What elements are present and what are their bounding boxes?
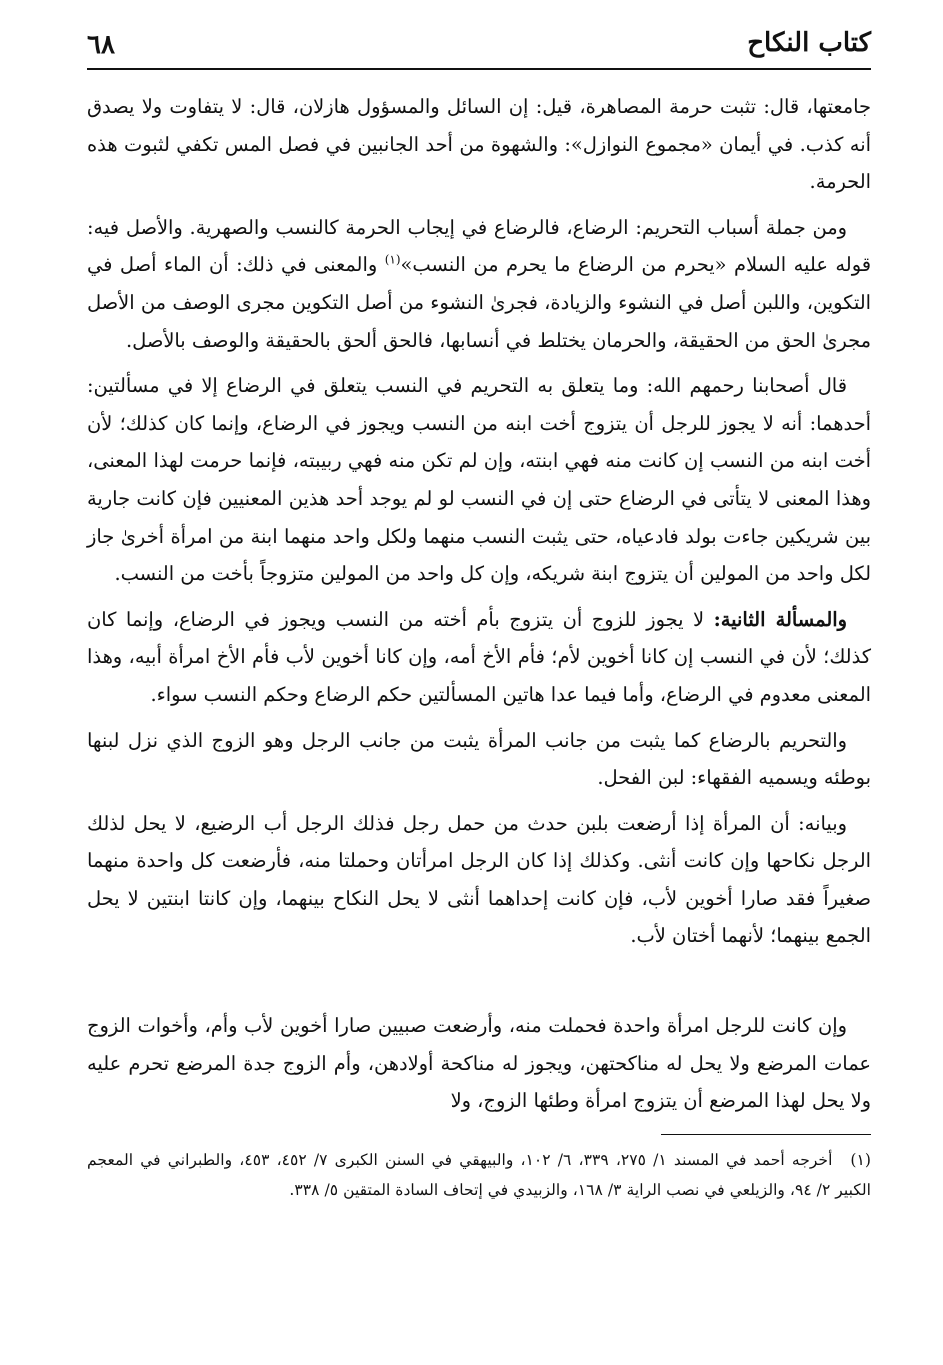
paragraph — [87, 1007, 871, 1120]
footnote — [87, 1145, 871, 1205]
paragraph — [87, 88, 871, 201]
page-header — [87, 22, 871, 70]
page-number: ٦٨ — [87, 30, 115, 60]
footnote-separator — [661, 1134, 871, 1135]
running-title: كتاب النكاح — [747, 28, 871, 58]
paragraph-text: ومن جملة أسباب التحريم: الرضاع، فالرضاع في إيجاب الحرمة كالنسب والصهرية. والأصل فيه: قوله عليه السلام «يحرم من الرضاع ما يحرم من النسب» — [87, 215, 871, 277]
paragraph-text: وبيانه: أن المرأة إذا أرضعت بلبن حدث من حمل رجل فذلك الرجل أب الرضيع، لا يحل لذلك الرجل نكاحها وإن كانت أنثى. وكذلك إذا كان الرجل امرأتان وحملتا منه، فأرضعت كل واحدة منهما صغيراً فقد صارا أخوين لأب، فإن كانت إحداهما أنثى لا يحل النكاح بينهما، وإن كانتا ابنتين لا يحل الجمع بينهما؛ لأنهما أختان لأب. — [87, 811, 871, 948]
paragraph-text: جامعتها، قال: تثبت حرمة المصاهرة، قيل: إن السائل والمسؤول هازلان، قال: لا يتفاوت ولا يصدق أنه كذب. في أيمان «مجموع النوازل»: والشهوة من أحد الجانبين في فصل المس تكفي لثبوت هذه الحرمة. — [87, 95, 871, 194]
paragraph-text: والتحريم بالرضاع كما يثبت من جانب المرأة يثبت من جانب الرجل وهو الزوج الذي نزل لبنها بوطئه ويسميه الفقهاء: لبن الفحل. — [87, 728, 871, 790]
paragraph-text: والمعنى في ذلك: أن الماء أصل في التكوين، واللبن أصل في النشوء والزيادة، فجرىٰ النشوء من أصل التكوين مجرى الوصف من الأصل مجرىٰ الحق من الحقيقة، والحرمان يختلط في أنسابها، فالحق ألحق بالحقيقة والوصف بالأصل. — [87, 253, 871, 352]
paragraph — [87, 601, 871, 714]
paragraph-text: لا يجوز للزوج أن يتزوج بأم أخته من النسب ويجوز في الرضاع، وإنما كان كذلك؛ لأن في النسب إن كانا أخوين لأم؛ فأم الأخ أمه، وإن كانا أخوين لأب فأم الأخ امرأة أبيه، وهذا المعنى معدوم في الرضاع، وأما فيما عدا هاتين المسألتين حكم الرضاع وحكم النسب سواء. — [87, 607, 871, 706]
paragraph-text: قال أصحابنا رحمهم الله: وما يتعلق به التحريم في النسب يتعلق في الرضاع إلا في مسألتين: أحدهما: أنه لا يجوز للرجل أن يتزوج أخت ابنه من النسب ويجوز في الرضاع، وإنما كان كذلك؛ لأن أخت ابنه من النسب إن كانت منه فهي ابنته، وإن لم تكن منه فهي ربيبته، فإنما حرمت لهذا المعنى، وهذا المعنى لا يتأتى في الرضاع حتى إن في النسب لو لم يوجد أحد هذين المعنيين فإن كانت جارية بين شريكين جاءت بولد فادعياه، حتى يثبت النسب منهما ولكل واحد منهما ابنة من امرأة أخرىٰ جاز لكل واحد من المولين أن يتزوج ابنة شريكه، وإن كل واحد من المولين متزوجاً بأخت من النسب. — [87, 374, 871, 586]
paragraph — [87, 209, 871, 359]
footnotes — [87, 1145, 871, 1205]
paragraph — [87, 722, 871, 797]
paragraph-text: وإن كانت للرجل امرأة واحدة فحملت منه، وأرضعت صبيين صارا أخوين لأب وأم، وأخوات الزوج عمات المرضع ولا يحل له مناكحتهن، ويجوز له مناكحة أولادهن، وأم الزوج جدة المرضع تحرم عليه ولا يحل لهذا المرضع أن يتزوج امرأة وطئها الزوج، ولا — [87, 1014, 871, 1113]
book-page — [87, 22, 871, 1352]
paragraph — [87, 367, 871, 593]
paragraph-lead: والمسألة الثانية: — [713, 607, 847, 631]
footnote-reference[interactable]: (١) — [384, 252, 401, 267]
paragraph — [87, 805, 871, 955]
footnote-number: (١) — [850, 1150, 871, 1169]
main-text — [87, 88, 871, 1120]
footnote-text: أخرجه أحمد في المسند ١/ ٢٧٥، ٣٣٩، ٦/ ١٠٢، والبيهقي في السنن الكبرى ٧/ ٤٥٢، ٤٥٣، والطبراني في المعجم الكبير ٢/ ٩٤، والزيلعي في نصب الراية ٣/ ١٦٨، والزبيدي في إتحاف السادة المتقين ٥/ ٣٣٨. — [87, 1150, 871, 1199]
